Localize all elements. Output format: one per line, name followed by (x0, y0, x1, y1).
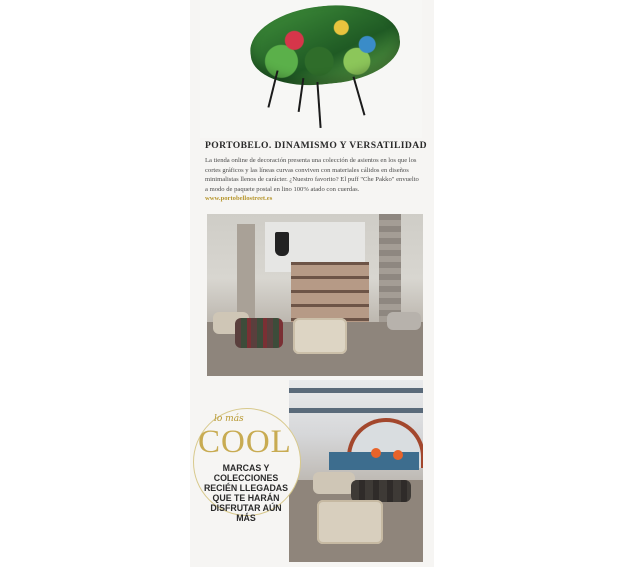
article-headline: PORTOBELO. DINAMISMO Y VERSATILIDAD (205, 140, 427, 151)
badge-caption (196, 463, 296, 523)
pouf (293, 318, 347, 354)
showroom-photo (207, 214, 423, 376)
pouf (387, 312, 421, 330)
loft-photo (289, 380, 423, 562)
pouf (317, 500, 383, 544)
ceiling-beam (289, 388, 423, 393)
pouf (235, 318, 283, 348)
pouf (351, 480, 411, 502)
badge-caption-line: RECIÉN LLEGADAS (203, 483, 289, 493)
bar-stool (371, 448, 381, 458)
pouf (313, 472, 355, 494)
badge-big-text: COOL (198, 424, 292, 460)
bookshelf (291, 262, 369, 324)
badge-small-text: lo más (214, 414, 244, 424)
article-body-text: La tienda online de decoración presenta una colección de asientos en los que los cortes gráficos y las líneas curvas conviven con materiales cálidos en diseños minimalistas llenos de carácter. ¿Nuestro favorito? El puff "Che Pakko" envuelto a modo de paquete postal en lino 100% atado con cuerdas. (205, 157, 419, 193)
article-url-link[interactable]: www.portobellostreet.es (205, 195, 273, 203)
floor-lamp (275, 232, 289, 256)
badge-caption-line: DISFRUTAR AÚN (210, 503, 282, 513)
badge-caption-line: MÁS (236, 513, 256, 523)
bar-stool (393, 450, 403, 460)
article-body (205, 156, 420, 204)
badge-caption-line: COLECCIONES (213, 473, 279, 483)
badge-caption-line: QUE TE HARÁN (212, 493, 280, 503)
badge-caption-line: MARCAS Y (222, 463, 270, 473)
ceiling-beam (289, 408, 423, 413)
